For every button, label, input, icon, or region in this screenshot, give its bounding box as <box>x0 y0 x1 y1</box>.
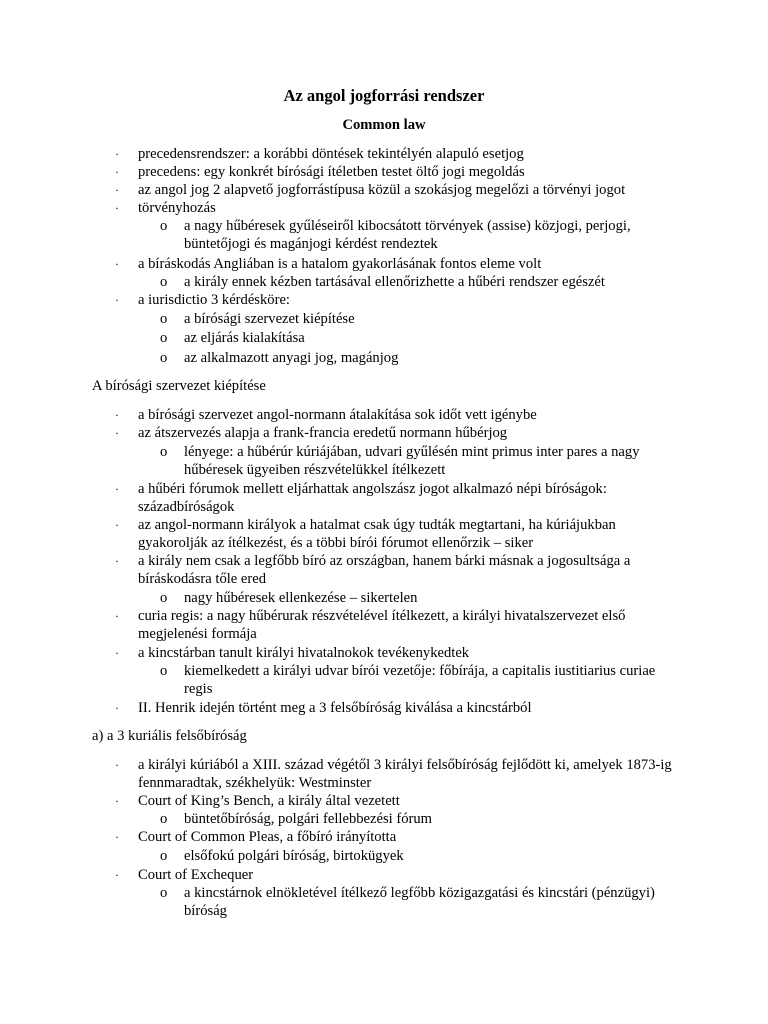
sub-list-item: o a király ennek kézben tartásával ellenőrizhette a hűbéri rendszer egészét <box>160 274 605 290</box>
list-item: · törvényhozás <box>115 200 216 216</box>
bullet-marker: · <box>115 408 119 422</box>
section-heading: a) a 3 kuriális felsőbíróság <box>92 728 247 744</box>
bullet-marker: · <box>115 147 119 161</box>
sub-bullet-marker: o <box>160 350 168 366</box>
sub-list-item: o nagy hűbéresek ellenkezése – sikertelen <box>160 590 418 606</box>
bullet-marker: · <box>115 165 119 179</box>
list-item: · a királyi kúriából a XIII. század végétől 3 királyi felsőbíróság fejlődött ki, amelyek 1873-ig fennmaradtak, székhelyük: Westminster <box>115 757 672 791</box>
list-item: · precedens: egy konkrét bírósági ítéletben testet öltő jogi megoldás <box>115 164 525 180</box>
list-item: · a hűbéri fórumok mellett eljárhattak angolszász jogot alkalmazó népi bíróságok: századbíróságok <box>115 481 607 515</box>
bullet-marker: · <box>115 183 119 197</box>
sub-list-item: o büntetőbíróság, polgári fellebbezési fórum <box>160 811 433 827</box>
sub-bullet-marker: o <box>160 311 168 327</box>
sub-bullet-marker: o <box>160 274 168 290</box>
list-item: · az angol-normann királyok a hatalmat csak úgy tudták megtartani, ha kúriájukban gyakorolják az ítélkezést, és a többi bírói fórumot ellenőrzik – siker <box>115 517 616 551</box>
bullet-marker: · <box>115 518 119 532</box>
list-item: · Court of Common Pleas, a főbíró irányította <box>115 829 397 845</box>
sub-bullet-marker: o <box>160 885 168 901</box>
section-heading: A bírósági szervezet kiépítése <box>92 378 266 394</box>
bullet-marker: · <box>115 257 119 271</box>
list-item: · a kincstárban tanult királyi hivatalnokok tevékenykedtek <box>115 645 470 661</box>
list-item: · a király nem csak a legfőbb bíró az országban, hanem bárki másnak a jogosultsága a bíráskodásra tőle ered <box>115 553 631 587</box>
bullet-marker: · <box>115 830 119 844</box>
sub-bullet-marker: o <box>160 663 168 679</box>
sub-list-item: o kiemelkedett a királyi udvar bírói vezetője: főbírája, a capitalis iustitiarius curiae regis <box>160 663 656 697</box>
sub-list-item: o a nagy hűbéresek gyűléseiről kibocsátott törvények (assise) közjogi, perjogi, büntetőjogi és magánjogi kérdést rendeztek <box>160 218 631 252</box>
sub-list-item: o a bírósági szervezet kiépítése <box>160 311 355 327</box>
sub-bullet-marker: o <box>160 444 168 460</box>
sub-bullet-marker: o <box>160 330 168 346</box>
bullet-marker: · <box>115 201 119 215</box>
sub-list-item: o a kincstárnok elnökletével ítélkező legfőbb közigazgatási és kincstári (pénzügyi) bíróság <box>160 885 655 919</box>
list-item: · precedensrendszer: a korábbi döntések tekintélyén alapuló esetjog <box>115 146 524 162</box>
list-item: · az átszervezés alapja a frank-francia eredetű normann hűbérjog <box>115 425 508 441</box>
bullet-marker: · <box>115 426 119 440</box>
sub-list-item: o elsőfokú polgári bíróság, birtokügyek <box>160 848 404 864</box>
list-item: · a iurisdictio 3 kérdésköre: <box>115 292 290 308</box>
bullet-marker: · <box>115 482 119 496</box>
list-item: · a bíráskodás Angliában is a hatalom gyakorlásának fontos eleme volt <box>115 256 542 272</box>
sub-bullet-marker: o <box>160 218 168 234</box>
list-item: · curia regis: a nagy hűbérurak részvételével ítélkezett, a királyi hivatalszervezet első megjelenési formája <box>115 608 626 642</box>
sub-list-item: o az alkalmazott anyagi jog, magánjog <box>160 350 399 366</box>
sub-bullet-marker: o <box>160 590 168 606</box>
bullet-marker: · <box>115 293 119 307</box>
bullet-marker: · <box>115 868 119 882</box>
bullet-marker: · <box>115 646 119 660</box>
section-subtitle: Common law <box>342 117 426 133</box>
sub-list-item: o lényege: a hűbérúr kúriájában, udvari gyűlésén mint primus inter pares a nagy hűbéresek ügyeiben részvételükkel ítélkezett <box>160 444 640 478</box>
bullet-marker: · <box>115 554 119 568</box>
bullet-marker: · <box>115 758 119 772</box>
sub-bullet-marker: o <box>160 848 168 864</box>
sub-bullet-marker: o <box>160 811 168 827</box>
document-title: Az angol jogforrási rendszer <box>283 86 485 105</box>
bullet-marker: · <box>115 609 119 623</box>
list-item: · az angol jog 2 alapvető jogforrástípusa közül a szokásjog megelőzi a törvényi jogot <box>115 182 626 198</box>
bullet-marker: · <box>115 794 119 808</box>
list-item: · II. Henrik idején történt meg a 3 felsőbíróság kiválása a kincstárból <box>115 700 532 716</box>
bullet-marker: · <box>115 701 119 715</box>
list-item: · Court of King’s Bench, a király által vezetett <box>115 793 400 809</box>
list-item: · a bírósági szervezet angol-normann átalakítása sok időt vett igénybe <box>115 407 537 423</box>
sub-list-item: o az eljárás kialakítása <box>160 330 305 346</box>
list-item: · Court of Exchequer <box>115 867 254 883</box>
